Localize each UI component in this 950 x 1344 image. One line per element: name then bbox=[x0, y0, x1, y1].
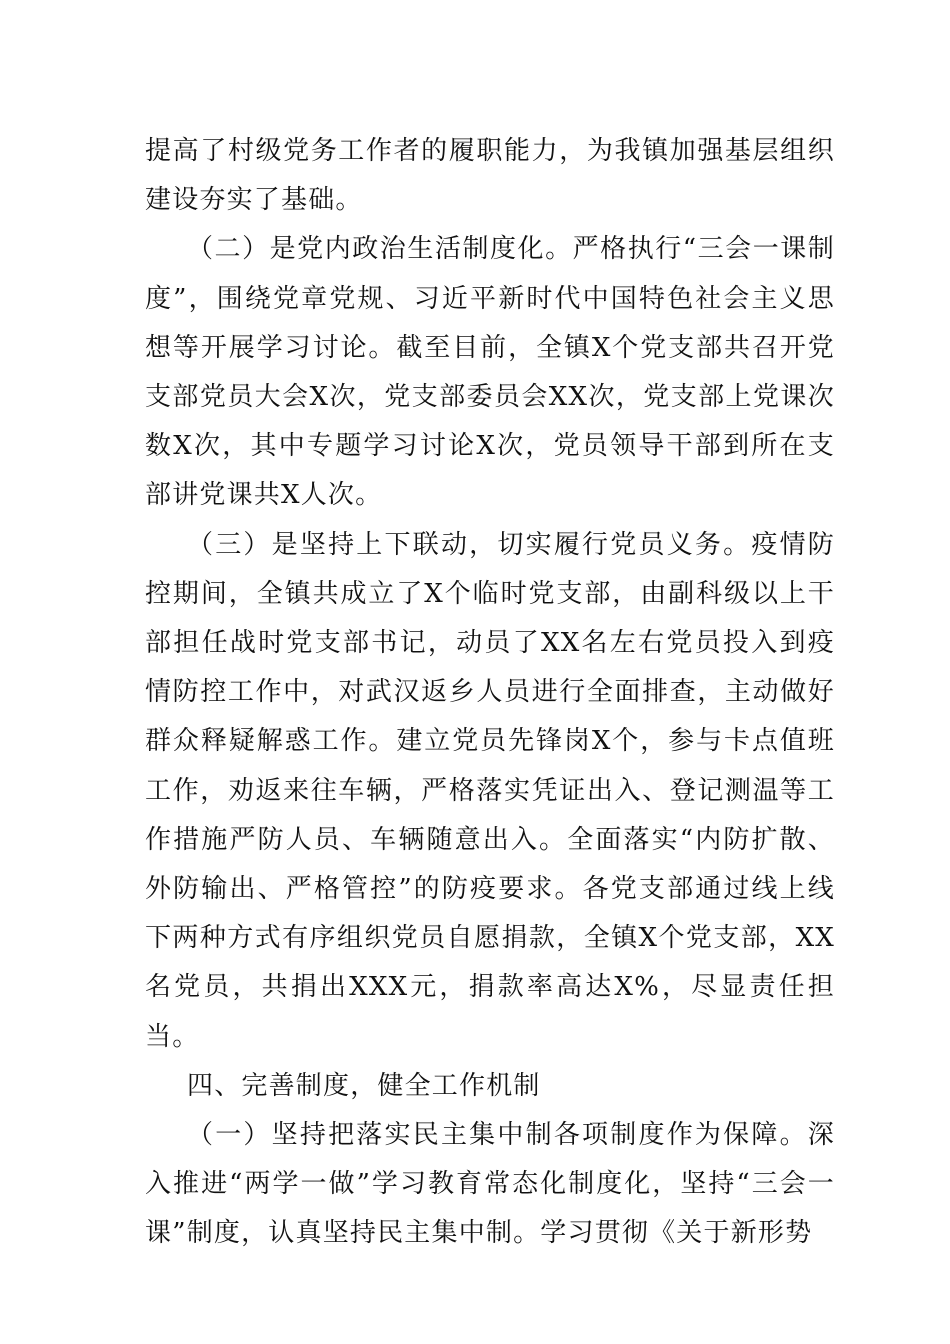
section-heading-4: 四、完善制度，健全工作机制 bbox=[187, 1070, 541, 1101]
paragraph-continuation: 提高了村级党务工作者的履职能力，为我镇加强基层组织建设夯实了基础。 bbox=[145, 136, 835, 216]
paragraph-section-2: （二）是党内政治生活制度化。严格执行“三会一课制度”，围绕党章党规、习近平新时代中国特色社会主义思想等开展学习讨论。截至目前，全镇X个党支部共召开党支部党员大会X次，党支部委员会XX次，党支部上党课次数X次，其中专题学习讨论X次，党员领导干部到所在支部讲党课共X人次。 bbox=[145, 234, 835, 511]
document-body bbox=[145, 127, 835, 1259]
paragraph-section-4-1: （一）坚持把落实民主集中制各项制度作为保障。深入推进“两学一做”学习教育常态化制度化，坚持“三会一课”制度，认真坚持民主集中制。学习贯彻《关于新形势 bbox=[145, 1120, 835, 1249]
paragraph-section-3: （三）是坚持上下联动，切实履行党员义务。疫情防控期间，全镇共成立了X个临时党支部，由副科级以上干部担任战时党支部书记，动员了XX名左右党员投入到疫情防控工作中，对武汉返乡人员进行全面排查，主动做好群众释疑解惑工作。建立党员先锋岗X个，参与卡点值班工作，劝返来往车辆，严格落实凭证出入、登记测温等工作措施严防人员、车辆随意出入。全面落实“内防扩散、外防输出、严格管控”的防疫要求。各党支部通过线上线下两种方式有序组织党员自愿捐款，全镇X个党支部，XX名党员，共捐出XXX元，捐款率高达X%，尽显责任担当。 bbox=[145, 529, 835, 1052]
